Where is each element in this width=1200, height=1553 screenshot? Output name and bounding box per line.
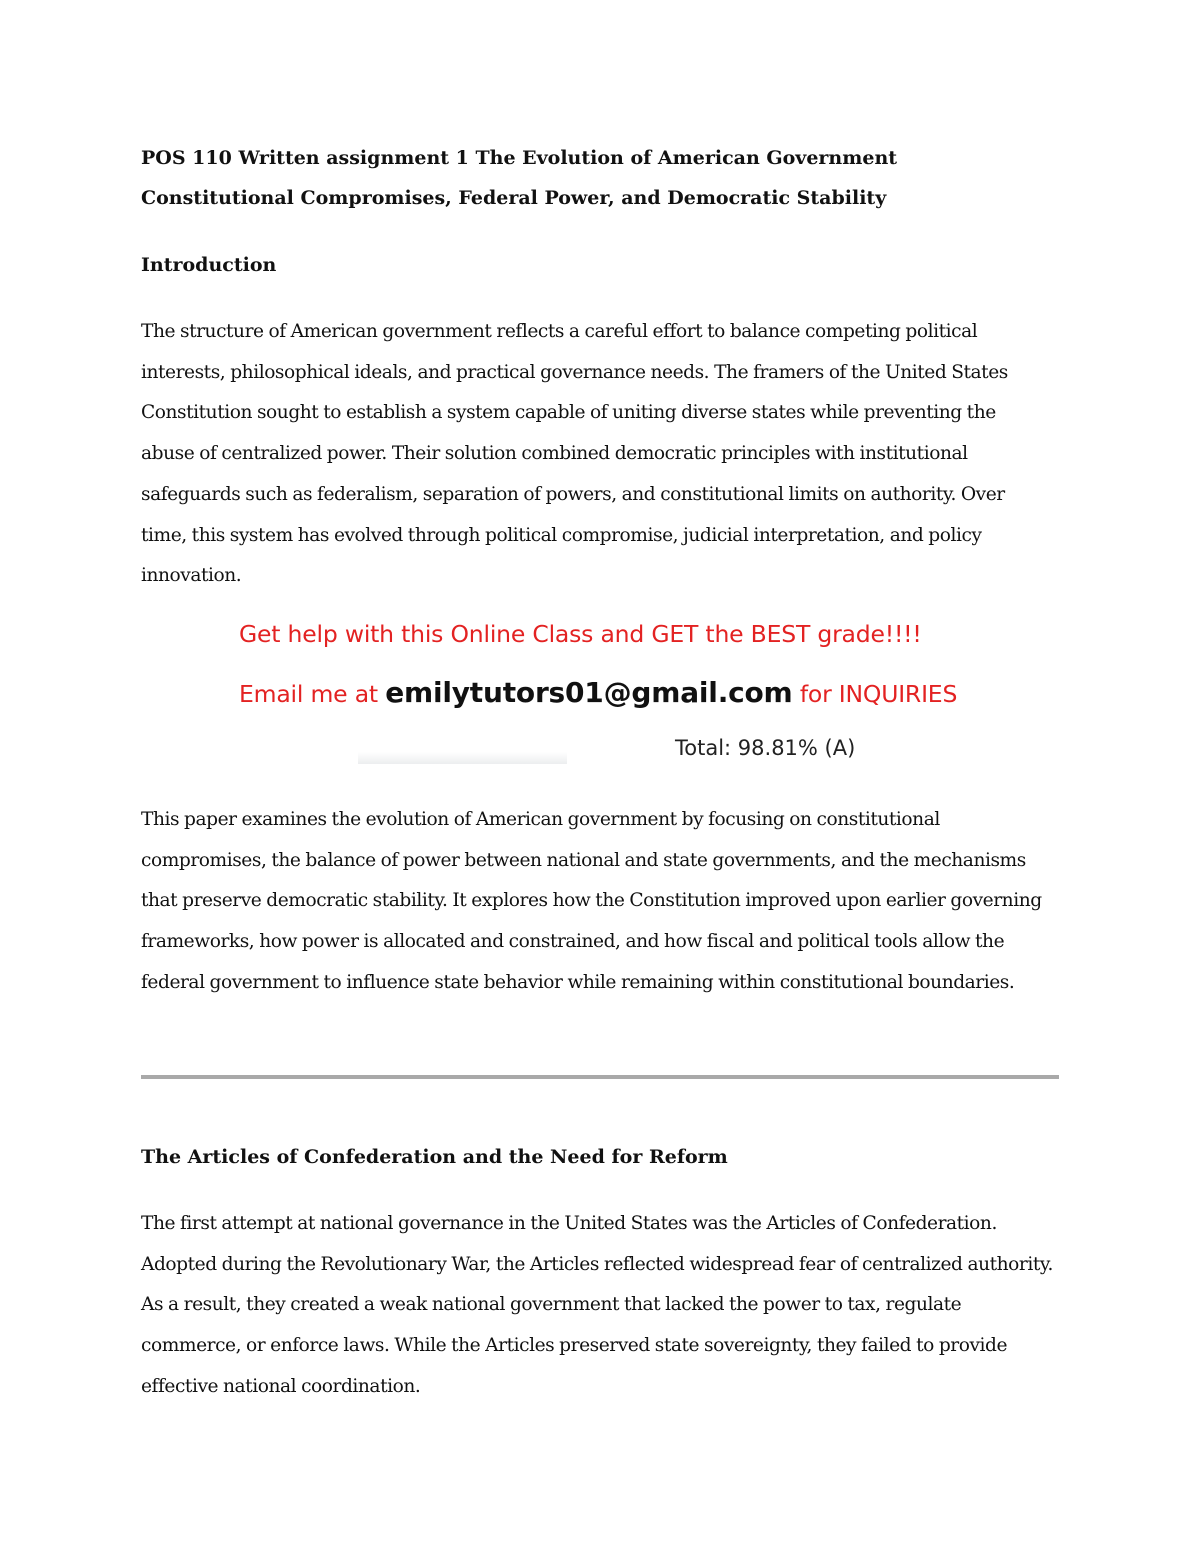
second-paragraph: This paper examines the evolution of American government by focusing on constitutional compromises, the balance of power between national and state governments, and the mechanisms that preserve democratic stability. It explores how the Constitution improved upon earlier governing frameworks, how power is allocated and constrained, and how fiscal and political tools allow the federal government to influence state behavior while remaining within constitutional boundaries.: [141, 809, 1042, 993]
intro-heading: Introduction: [141, 254, 277, 276]
promo-line-1: Get help with this Online Class and GET the BEST grade!!!!: [239, 620, 922, 648]
grade-image-fragment: [358, 752, 567, 764]
articles-paragraph: The first attempt at national governance in the United States was the Articles of Confederation. Adopted during the Revolutionary War, the Articles reflected widespread fear of centralized authority. As a result, they created a weak national government that lacked the power to tax, regulate commerce, or enforce laws. While the Articles preserved state sovereignty, they failed to provide effective national coordination.: [141, 1213, 1053, 1397]
intro-paragraph: The structure of American government reflects a careful effort to balance competing political interests, philosophical ideals, and practical governance needs. The framers of the United States Constitution sought to establish a system capable of uniting diverse states while preventing the abuse of centralized power. Their solution combined democratic principles with institutional safeguards such as federalism, separation of powers, and constitutional limits on authority. Over time, this system has evolved through political compromise, judicial interpretation, and policy innovation.: [141, 321, 1008, 587]
promo-email: emilytutors01@gmail.com: [385, 676, 793, 709]
articles-heading: The Articles of Confederation and the Need for Reform: [141, 1146, 728, 1168]
document-title: POS 110 Written assignment 1 The Evolution of American Government Constitutional Compromises, Federal Power, and Democratic Stability: [141, 147, 898, 209]
promo-line-2-suffix: for INQUIRIES: [792, 680, 958, 708]
grade-total: Total: 98.81% (A): [675, 736, 856, 760]
promo-line-2-prefix: Email me at: [239, 680, 386, 708]
horizontal-divider: [141, 1075, 1059, 1079]
promo-line-2: [239, 676, 957, 709]
